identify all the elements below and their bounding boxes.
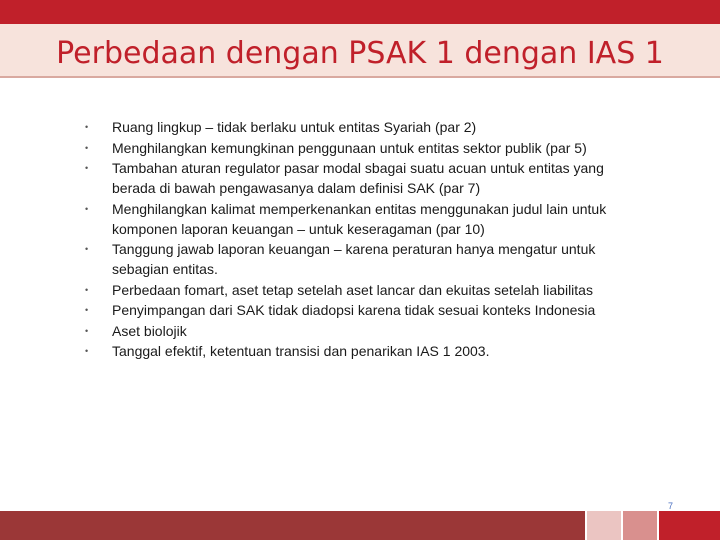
bullet-item <box>82 341 622 361</box>
bullet-item <box>82 280 622 300</box>
bullet-text: Tanggal efektif, ketentuan transisi dan penarikan IAS 1 2003. <box>112 343 490 359</box>
bullet-marker: • <box>85 346 89 356</box>
bullet-item <box>82 239 622 279</box>
bullet-text: Menghilangkan kemungkinan penggunaan untuk entitas sektor publik (par 5) <box>112 139 587 156</box>
bullet-text: Perbedaan fomart, aset tetap setelah aset lancar dan ekuitas setelah liabilitas <box>112 281 593 298</box>
bullet-marker: • <box>85 244 89 254</box>
footer-bar <box>0 511 585 540</box>
bullet-marker: • <box>85 142 89 153</box>
top-accent-bar <box>0 0 720 24</box>
footer-block-mid <box>623 511 657 540</box>
bullet-item <box>82 158 622 198</box>
bullet-item <box>82 117 622 137</box>
bullet-item <box>82 300 622 320</box>
bullet-item <box>82 321 622 341</box>
bullet-marker: • <box>85 163 89 173</box>
slide-title: Perbedaan dengan PSAK 1 dengan IAS 1 <box>56 36 664 71</box>
page-number: 7 <box>668 501 674 511</box>
bullet-text: Penyimpangan dari SAK tidak diadopsi karena tidak sesuai konteks Indonesia <box>112 302 596 318</box>
footer-block-accent <box>659 511 720 540</box>
bullet-item <box>82 199 622 239</box>
bullet-text: Tanggung jawab laporan keuangan – karena peraturan hanya mengatur untuk sebagian entitas. <box>112 241 596 277</box>
bullet-marker: • <box>85 325 89 336</box>
bullet-text: Menghilangkan kalimat memperkenankan entitas menggunakan judul lain untuk komponen laporan keuangan – untuk keseragaman (par 10) <box>112 200 607 237</box>
bullet-item <box>82 138 622 158</box>
bullet-marker: • <box>85 305 89 315</box>
bullet-text: Aset biolojik <box>112 322 187 339</box>
bullet-marker: • <box>85 122 89 132</box>
bullet-marker: • <box>85 284 89 295</box>
bullet-text: Tambahan aturan regulator pasar modal sbagai suatu acuan untuk entitas yang berada di bawah pengawasanya dalam definisi SAK (par 7) <box>112 160 604 196</box>
title-divider <box>0 76 720 78</box>
bullet-text: Ruang lingkup – tidak berlaku untuk entitas Syariah (par 2) <box>112 119 477 135</box>
footer-block-light <box>587 511 621 540</box>
bullet-marker: • <box>85 203 89 214</box>
bullet-list <box>82 117 622 362</box>
